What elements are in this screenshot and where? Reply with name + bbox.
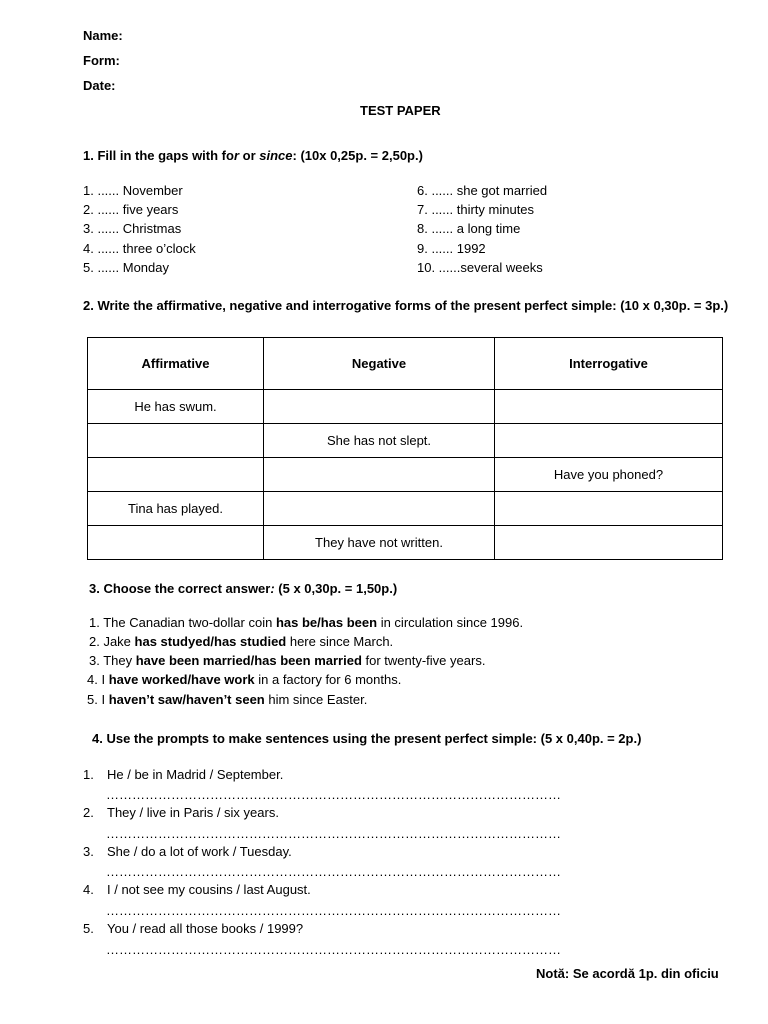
prompt-text: She / do a lot of work / Tuesday.	[107, 844, 292, 859]
choice-text: in a factory for 6 months.	[254, 672, 402, 687]
date-label: Date:	[83, 78, 116, 93]
table-cell	[88, 458, 264, 492]
prompt-text: They / live in Paris / six years.	[107, 805, 279, 820]
table-cell: They have not written.	[264, 526, 495, 560]
exercise-2-heading: 2. Write the affirmative, negative and interrogative forms of the present perfect simple: (10 x 0,30p. = 3p.)	[83, 298, 729, 313]
table-row	[88, 492, 723, 526]
heading-for: r	[233, 148, 240, 163]
page-title: TEST PAPER	[360, 103, 441, 118]
prompt-number: 3.	[83, 844, 94, 859]
table-cell	[495, 526, 723, 560]
heading-points: : (10x 0,25p. = 2,50p.)	[292, 148, 423, 163]
table-cell	[264, 492, 495, 526]
prompt-number: 2.	[83, 805, 94, 820]
answer-line: ……………………………………………………………………………………………	[106, 826, 561, 841]
heading-or: or	[239, 148, 260, 163]
prompt-number: 5.	[83, 921, 94, 936]
prompt-text: He / be in Madrid / September.	[107, 767, 284, 782]
table-cell: Have you phoned?	[495, 458, 723, 492]
table-cell	[495, 492, 723, 526]
table-row	[88, 526, 723, 560]
choice-text: 1. The Canadian two-dollar coin	[89, 615, 276, 630]
prompt-number: 1.	[83, 767, 94, 782]
exercise-4-heading: 4. Use the prompts to make sentences using the present perfect simple: (5 x 0,40p. = 2p.)	[92, 731, 642, 746]
column-header-negative: Negative	[264, 338, 495, 390]
choice-text: here since March.	[286, 634, 394, 649]
choice-item	[87, 672, 401, 688]
choice-options: has studyed/has studied	[134, 634, 287, 649]
table-row	[88, 458, 723, 492]
choice-item	[89, 653, 485, 669]
table-cell	[264, 390, 495, 424]
gap-item: 4. ...... three o’clock	[83, 241, 196, 256]
choice-item	[89, 615, 523, 631]
gap-item: 9. ...... 1992	[417, 241, 486, 256]
heading-points: (5 x 0,30p. = 1,50p.)	[274, 581, 398, 596]
choice-options: has be/has been	[275, 615, 378, 630]
answer-line: ……………………………………………………………………………………………	[106, 787, 561, 802]
verb-forms-table	[87, 337, 723, 560]
column-header-affirmative: Affirmative	[88, 338, 264, 390]
choice-text: 4. I	[87, 672, 109, 687]
table-cell	[495, 424, 723, 458]
table-row	[88, 424, 723, 458]
choice-text: 3. They	[89, 653, 136, 668]
choice-options: haven’t saw/haven’t seen	[108, 692, 265, 707]
answer-line: ……………………………………………………………………………………………	[106, 942, 561, 957]
prompt-number: 4.	[83, 882, 94, 897]
gap-item: 5. ...... Monday	[83, 260, 169, 275]
gap-item: 7. ...... thirty minutes	[417, 202, 535, 217]
choice-text: 2. Jake	[89, 634, 135, 649]
heading-text: 1. Fill in the gaps with fo	[83, 148, 234, 163]
prompt-text: I / not see my cousins / last August.	[107, 882, 311, 897]
table-cell: She has not slept.	[264, 424, 495, 458]
table-row	[88, 390, 723, 424]
gap-item: 6. ...... she got married	[417, 183, 548, 198]
table-cell	[264, 458, 495, 492]
prompt-text: You / read all those books / 1999?	[107, 921, 304, 936]
gap-item: 3. ...... Christmas	[83, 221, 182, 236]
form-label: Form:	[83, 53, 120, 68]
heading-since: since	[259, 148, 293, 163]
exercise-3-heading	[89, 581, 397, 597]
answer-line: ……………………………………………………………………………………………	[106, 864, 561, 879]
table-cell	[88, 424, 264, 458]
table-header-row	[88, 338, 723, 390]
choice-text: in circulation since 1996.	[377, 615, 524, 630]
heading-text: 3. Choose the correct answer	[89, 581, 271, 596]
gap-item: 8. ...... a long time	[417, 221, 521, 236]
choice-text: 5. I	[87, 692, 109, 707]
choice-options: have worked/have work	[108, 672, 255, 687]
heading-colon: :	[270, 581, 275, 596]
table-cell	[88, 526, 264, 560]
column-header-interrogative: Interrogative	[495, 338, 723, 390]
gap-item: 1. ...... November	[83, 183, 183, 198]
grading-note: Notă: Se acordă 1p. din oficiu	[536, 966, 719, 981]
table-cell	[495, 390, 723, 424]
name-label: Name:	[83, 28, 123, 43]
choice-options: have been married/has been married	[135, 653, 362, 668]
gap-item: 2. ...... five years	[83, 202, 179, 217]
choice-item	[89, 634, 393, 650]
choice-text: for twenty-five years.	[361, 653, 486, 668]
choice-text: him since Easter.	[264, 692, 368, 707]
exercise-1-heading	[83, 148, 423, 164]
table-cell: He has swum.	[88, 390, 264, 424]
gap-item: 10. ......several weeks	[417, 260, 543, 275]
choice-item	[87, 692, 367, 708]
answer-line: ……………………………………………………………………………………………	[106, 903, 561, 918]
table-cell: Tina has played.	[88, 492, 264, 526]
